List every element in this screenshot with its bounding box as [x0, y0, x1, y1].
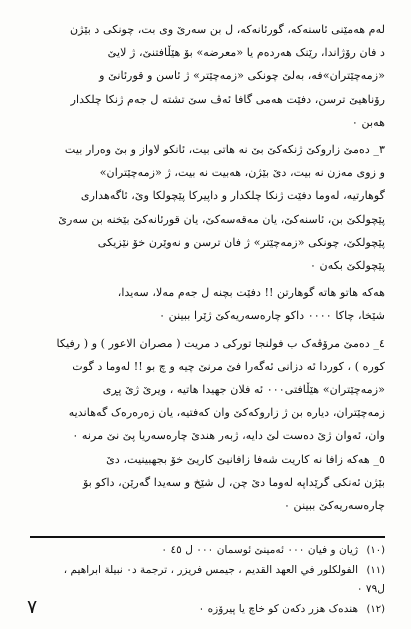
footnote-marker: (١٢) [366, 603, 385, 615]
text-line: «زمەچێتران»فە، بەلێ چونکی «زمەچێتر» ژ ئاسن و قورئانێ و [99, 69, 385, 83]
text-line: لەم هەمێنی ئاسنەکە، گورئانەکە، ل بن سەرێ وی بت، چونکی د بێژن [69, 23, 385, 36]
text-line: پێچولکێ بکەن ٠ [309, 259, 385, 273]
footnote-text: الفولكلور في العهد القديم ، جیمس فریزر ، ترجمة د٠ نبیلة ابراهیم ، [63, 563, 359, 576]
text-line: «زمەچێتران» هێڵافتی٠٠٠ ئە فلان جهیدا هاتیە ، ویرێ ژێ پڕی [102, 383, 385, 397]
text-line: و زوی مەزن نە بیت، دێ بێژن، هەبیت نە بیت، ژ «زمەچێتران» [99, 166, 385, 180]
footnote [28, 561, 385, 581]
text-line: پێچولکێ بن، ئاسنەکێ، یان مەقەسەکێ، یان قورئانەکێ بێخنە بن سەرێ [58, 212, 385, 226]
text-line: زمەچێتران، دیارە بن ژ زاروکەکێ وان کەفتیە، یان زەرەرەک گەهاندیە [68, 406, 385, 420]
text-line: رۆناهیێ ترسن، دفێت هەمی گافا ئەڤ سێ تشتە ل جەم ژنکا چلکدار [70, 92, 385, 106]
paragraph-4 [28, 332, 385, 518]
paragraph-2 [28, 138, 385, 277]
text-line: پێچولکێ، چونکی «زمەچێتر» ژ فان ترسن و نەوێرن خۆ نێزیکی [97, 235, 385, 249]
text-line: هەکە هاتو هاتە گوهارتن !! دفێت بچنە ل جەم مەلا، سەیدا، [117, 286, 385, 300]
text-line: چارەسەریەکێ ببینن ٠ [283, 499, 385, 513]
footnote-text: هندەک هزر دکەن کو خاچ یا پیرۆزە ٠ [198, 602, 359, 615]
page-number: ٧ [27, 596, 38, 618]
footnote-divider [30, 536, 385, 538]
text-line: کوره ) ، کوردا ئە دزانی ئەگەرا فێ مرنێ چیە و چ بو !! لەوما د گوت [72, 359, 385, 373]
footnote-text: ل٧٩ ٠ [356, 583, 385, 595]
paragraph-1 [28, 18, 385, 134]
footnote-marker: (١٠) [366, 545, 385, 556]
text-line: گوهارتیە، لەوما دفێت ژنکا چلکدار و داپیرکا پێچولکا وێ، ئاگەهداری [80, 189, 385, 203]
footnote-text: ژیان و فیان ٠٠٠ ئەمینێ ئوسمان ٠٠٠ ل ٤٥ ٠ [161, 544, 359, 556]
text-line: ٤_ دەمێ مرۆڤەک ب فولنجا تورکی د مریت ( مصران الاعور ) و ( رفیکا [56, 336, 385, 350]
footnotes [28, 541, 385, 619]
text-line: د فان رۆژاندا، رێنک هەردەم یا «معرضە» بۆ هێڵافتنێ، ژ لایێ [107, 46, 385, 60]
body-text [28, 18, 385, 517]
text-line: هەبن ٠ [351, 115, 385, 129]
footnote-continuation [28, 580, 385, 600]
footnote-marker: (١١) [366, 564, 385, 576]
footnote [28, 541, 385, 561]
text-line: وان، ئەوان ژێ دەست لێ دایە، ژبەر هندێ چارەسەریا پێ نێ مرنە ٠ [72, 429, 385, 443]
text-line: ٣_ دەمێ زاروکێ ژنکەکێ بێ نە هاتی بیت، ئانکو لاواز و بێ وەرار بیت [64, 143, 385, 157]
text-line: شێخا، چاکا ٠٠٠٠ داکو چارەسەریەکێ ژێرا ببینن ٠ [159, 309, 385, 323]
paragraph-3 [28, 281, 385, 327]
text-line: ٥_ هەکە زافا نە کاریت شەفا زافانیێ کاریێ خۆ بجهبینیت، دێ [106, 452, 385, 466]
footnote [28, 600, 385, 620]
text-line: بێژن ئەنکی گرێداپە لەوما دێ چن، ل شێخ و سەیدا گەرێن، داکو بۆ [82, 475, 385, 489]
